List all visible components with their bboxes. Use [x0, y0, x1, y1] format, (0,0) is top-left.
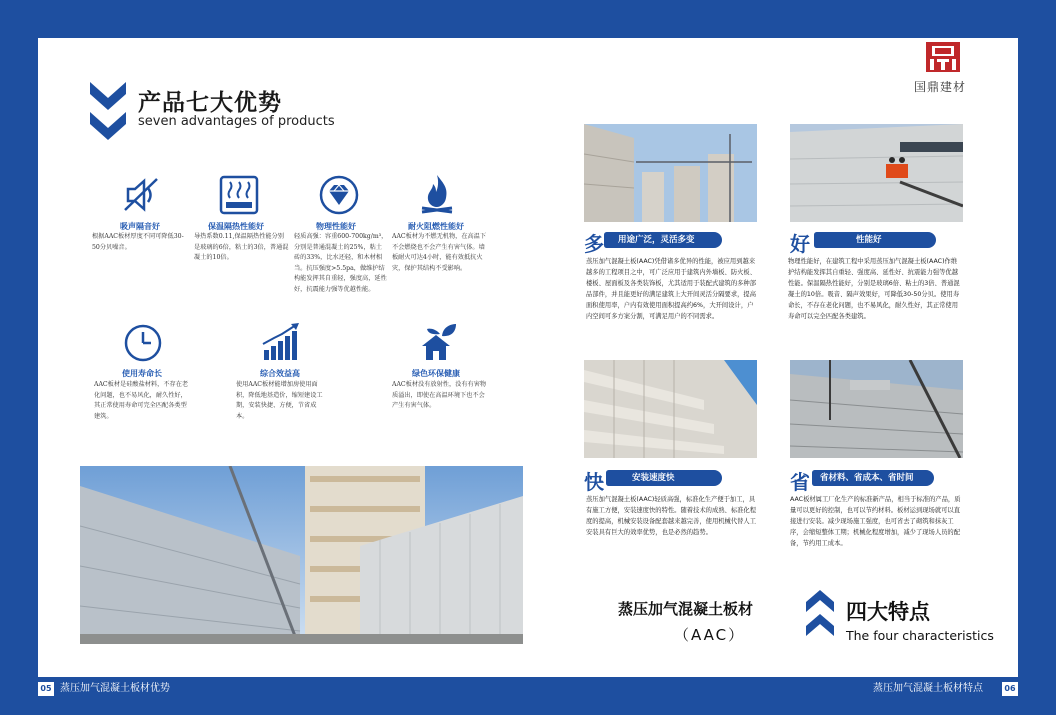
- feature-char: 省: [790, 470, 810, 494]
- characteristics-title: 四大特点: [846, 600, 930, 624]
- feature-title: 省材料、省成本、省时间: [812, 470, 934, 486]
- page-number-left: 05: [38, 682, 54, 696]
- feature-photo: [790, 124, 963, 222]
- feature-title: 用途广泛，灵活多变: [604, 232, 722, 248]
- logo-text: 国鼎建材: [914, 80, 967, 94]
- heat-insulation-icon: [218, 174, 260, 216]
- feature-text: AAC板材属工厂化生产的标准新产品，相当于标准的产品，质量可以更好的控制，也可以节约材料。板材运到现场就可以直接进行安装。减少现场施工强度，也可省去了砌筑和抹灰工序，会缩短整体工期；机械化程度增加，减少了现场人员的配备，节约用工成本。: [790, 496, 961, 547]
- brochure-spread: [38, 38, 1018, 677]
- guoding-logo: [924, 40, 962, 74]
- feature-text: 蒸压加气混凝土板(AAC)轻质高强，标准化生产便于加工，具有施工方便，安装速度快的特性。随着技术的成熟、标准化程度的提高，机械安装设备配套越来越完善，使用机械代替人工安装具有巨大的效率优势，也是必然的趋势。: [586, 496, 757, 536]
- chevron-up-icon: [806, 590, 834, 640]
- section-subtitle: seven advantages of products: [138, 114, 335, 129]
- advantage-label: 使用寿命长: [122, 369, 162, 378]
- advantage-desc: 使用AAC板材能增加房使用面积，降低地基造价，缩短建设工期，安装快捷、方便，节省成本。: [236, 381, 323, 420]
- advantage-label: 耐火阻燃性能好: [408, 222, 464, 231]
- advantage-desc: 根据AAC板材厚度不同可降低30-50分贝噪音。: [92, 233, 184, 251]
- construction-photo: [80, 466, 523, 644]
- advantage-desc: AAC板材没有放射性，没有有害物质溢出，即使在高温环境下也不会产生有害气体。: [392, 381, 487, 409]
- characteristics-subtitle: The four characteristics: [846, 628, 994, 643]
- section-title: 产品七大优势: [138, 90, 282, 116]
- fire-icon: [416, 172, 458, 214]
- sound-off-icon: [120, 174, 162, 216]
- footer-right-text: 蒸压加气混凝土板材特点: [873, 683, 983, 694]
- eco-house-icon: [416, 322, 458, 364]
- product-subtitle: （AAC）: [674, 626, 746, 644]
- advantage-label: 保温隔热性能好: [208, 222, 264, 231]
- feature-char: 快: [584, 470, 604, 494]
- product-title: 蒸压加气混凝土板材: [618, 600, 754, 618]
- diamond-icon: [318, 174, 360, 216]
- feature-text: 蒸压加气混凝土板(AAC)凭借诸多优异的性能，被应用到越来越多的工程项目之中，可广泛应用于建筑内外墙板、防火板、楼板、屋面板及各类装饰板，尤其适用于装配式建筑的多种部品部件，并且能更好的满足建筑上大开间灵活分隔要求，提高面积使用率，户内有效使用面积提高约6%，大开间设计，户内空间可多方案分割，可满足用户的不同需求。: [586, 258, 757, 320]
- feature-photo: [584, 124, 757, 222]
- clock-icon: [122, 322, 164, 364]
- feature-char: 好: [790, 232, 810, 256]
- advantage-desc: 轻质高强：容重600-700kg/m³，分别是普通混凝土的25%，粘土砖的33%，比水还轻，和木材相当。抗压强度>5.5pa，做维护结构能发挥其自重轻，强度高，延性好，抗震能力强等优越性能。: [294, 233, 388, 293]
- advantage-desc: AAC板材为不燃无机物，在高温下不会燃烧也不会产生有害气体。墙板耐火可达4小时，能有效抵抗火灾，保护其结构不受影响。: [392, 233, 487, 272]
- feature-photo: [790, 360, 963, 458]
- page-number-right: 06: [1002, 682, 1018, 696]
- chevron-down-icon: [90, 82, 126, 142]
- advantage-label: 吸声隔音好: [120, 222, 160, 231]
- growth-chart-icon: [260, 322, 302, 364]
- feature-photo: [584, 360, 757, 458]
- feature-title: 安装速度快: [606, 470, 722, 486]
- feature-text: 物理性能好，在建筑工程中采用蒸压加气混凝土板(AAC)作维护结构能发挥其自重轻、强度高、延性好、抗震能力强等优越性能。保温隔热性能好，分别是玻璃6倍、粘土的3倍、普通混凝土的10倍。吸音、隔声效果好，可降低30-50分贝。使用寿命长，不存在老化问题，也不易风化，耐久性好，其正常使用寿命可以完全匹配各类建筑。: [788, 258, 960, 320]
- advantage-desc: 导热系数0.11,保温隔热性能分别是玻璃的6倍，粘土的3倍，普通混凝土的10倍。: [194, 233, 289, 261]
- advantage-desc: AAC板材是硅酸盐材料，不存在老化问题，也不易风化，耐久性好，其正常使用寿命可完全匹配各类型建筑。: [94, 381, 189, 420]
- advantage-label: 综合效益高: [260, 369, 300, 378]
- feature-title: 性能好: [814, 232, 936, 248]
- feature-char: 多: [584, 232, 604, 256]
- footer-left-text: 蒸压加气混凝土板材优势: [60, 683, 170, 694]
- advantage-label: 绿色环保健康: [412, 369, 460, 378]
- advantage-label: 物理性能好: [316, 222, 356, 231]
